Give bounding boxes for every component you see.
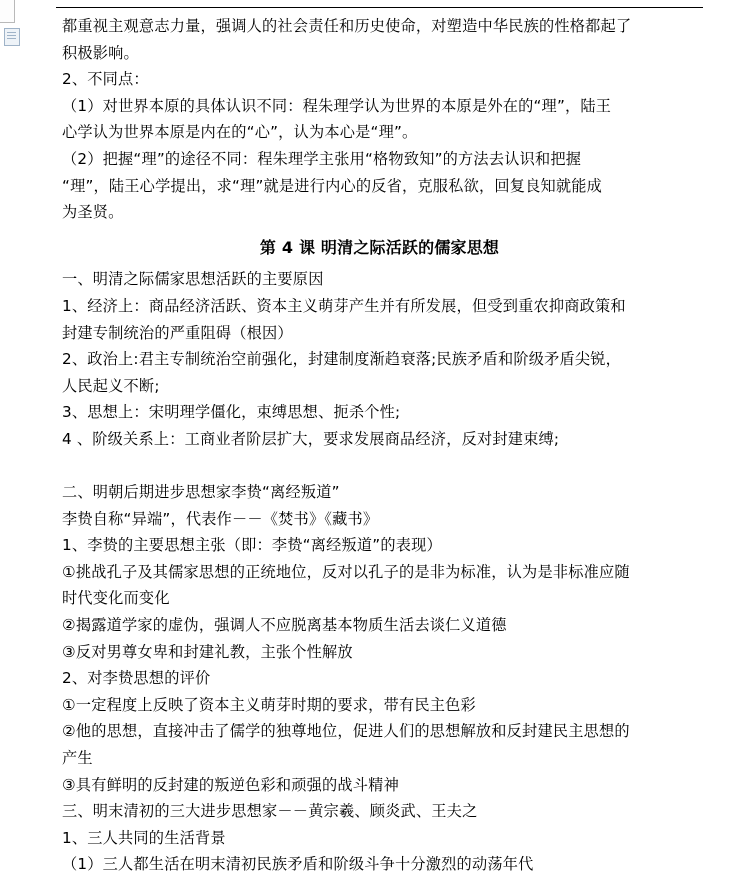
paragraph: 3、思想上：宋明理学僵化，束缚思想、扼杀个性; xyxy=(62,403,401,422)
paragraph: 2、对李贽思想的评价 xyxy=(62,669,211,688)
paragraph: （2）把握“理”的途径不同：程朱理学主张用“格物致知”的方法去认识和把握 xyxy=(62,149,582,168)
paragraph: ②揭露道学家的虚伪，强调人不应脱离基本物质生活去谈仁义道德 xyxy=(62,616,507,635)
paragraph: （1）对世界本原的具体认识不同：程朱理学认为世界的本原是外在的“理”，陆王 xyxy=(62,96,612,115)
paragraph: 1、李贽的主要思想主张（即：李贽“离经叛道”的表现） xyxy=(62,536,442,555)
paragraph: 人民起义不断; xyxy=(62,376,160,395)
paragraph: “理”，陆王心学提出，求“理”就是进行内心的反省，克服私欲，回复良知就能成 xyxy=(62,176,603,195)
header-rule xyxy=(56,7,703,8)
paragraph: 1、经济上：商品经济活跃、资本主义萌芽产生并有所发展，但受到重农抑商政策和 xyxy=(62,296,626,315)
paragraph: 积极影响。 xyxy=(62,43,139,62)
paragraph: 产生 xyxy=(62,749,93,768)
paragraph: ③具有鲜明的反封建的叛逆色彩和顽强的战斗精神 xyxy=(62,775,399,794)
paragraph: ②他的思想，直接冲击了儒学的独尊地位，促进人们的思想解放和反封建民主思想的 xyxy=(62,722,630,741)
document-icon xyxy=(4,28,20,46)
paragraph: 封建专制统治的严重阻碍（根因） xyxy=(62,323,293,342)
paragraph: 为圣贤。 xyxy=(62,203,124,222)
paragraph: 2、政治上:君主专制统治空前强化，封建制度渐趋衰落;民族矛盾和阶级矛盾尖锐， xyxy=(62,350,622,369)
paragraph: 三、明末清初的三大进步思想家－－黄宗羲、顾炎武、王夫之 xyxy=(62,802,478,821)
paragraph: 李贽自称“异端”，代表作－－《焚书》《藏书》 xyxy=(62,509,379,528)
document-body xyxy=(62,14,697,878)
paragraph: 4 、阶级关系上：工商业者阶层扩大，要求发展商品经济，反对封建束缚; xyxy=(62,429,560,448)
paragraph: 心学认为世界本原是内在的“心”，认为本心是“理”。 xyxy=(62,123,418,142)
paragraph: ③反对男尊女卑和封建礼教，主张个性解放 xyxy=(62,642,353,661)
paragraph: 2、不同点： xyxy=(62,70,149,89)
paragraph: ①一定程度上反映了资本主义萌芽时期的要求，带有民主色彩 xyxy=(62,695,476,714)
blank-line xyxy=(62,454,697,480)
section-heading: 第 4 课 明清之际活跃的儒家思想 xyxy=(259,237,500,257)
paragraph: ①挑战孔子及其儒家思想的正统地位，反对以孔子的是非为标准，认为是非标准应随 xyxy=(62,562,630,581)
paragraph: 都重视主观意志力量，强调人的社会责任和历史使命，对塑造中华民族的性格都起了 xyxy=(62,17,632,35)
page-corner-mark xyxy=(0,0,15,23)
paragraph: 二、明朝后期进步思想家李贽“离经叛道” xyxy=(62,483,340,502)
paragraph: （1）三人都生活在明末清初民族矛盾和阶级斗争十分激烈的动荡年代 xyxy=(62,855,534,874)
paragraph: 1、三人共同的生活背景 xyxy=(62,828,226,847)
paragraph: 一、明清之际儒家思想活跃的主要原因 xyxy=(62,270,324,289)
paragraph: 时代变化而变化 xyxy=(62,589,170,608)
